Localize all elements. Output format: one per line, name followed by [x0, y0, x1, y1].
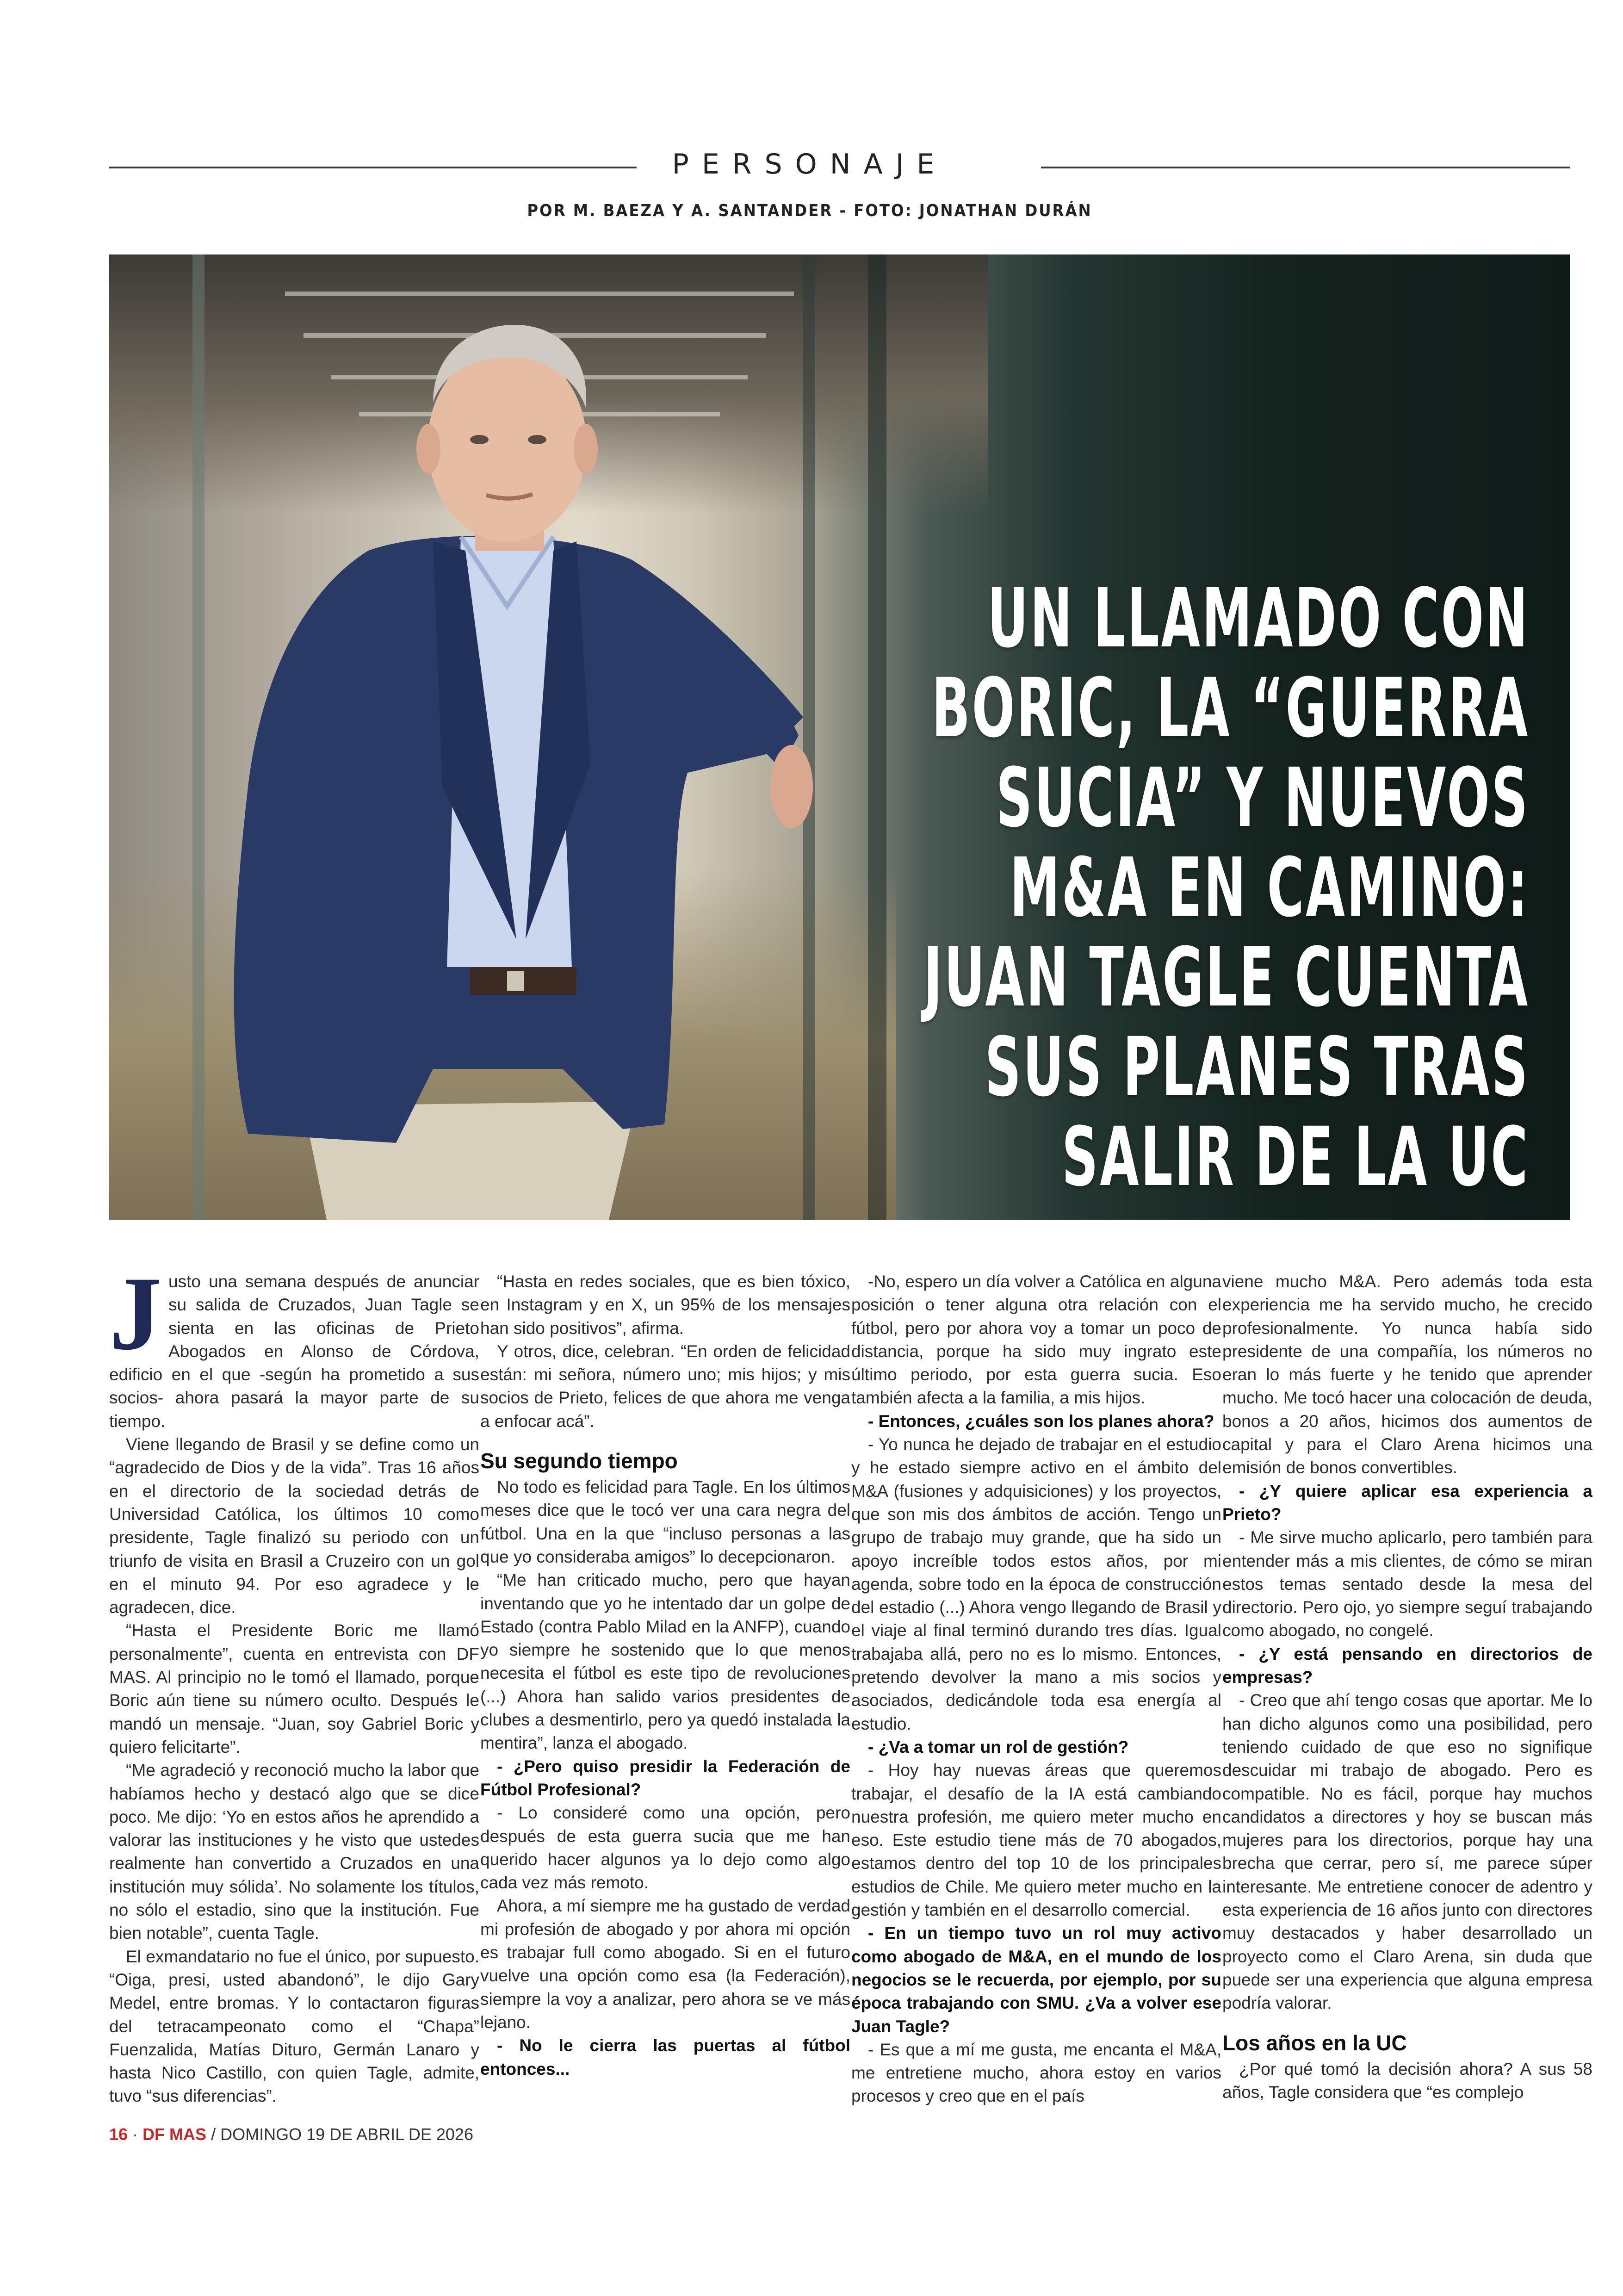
page-footer: [109, 2125, 473, 2144]
footer-separator: ·: [132, 2125, 143, 2144]
headline-line: SUS PLANES TRAS: [985, 1020, 1530, 1115]
paragraph: - Hoy hay nuevas áreas que queremos trabajar, el desafío de la IA está cambiando nuestra profesión, me quiero meter mucho en eso. Este estudio tiene más de 70 abogados, estamos dentro del top 10 de los principales estudios de Chile. Me quiero meter mucho en la gestión y también en el desarrollo comercial.: [851, 1761, 1221, 1920]
headline-line: JUAN TAGLE CUENTA: [923, 930, 1530, 1025]
footer-slash: /: [211, 2125, 221, 2144]
header-rule-right: [1041, 167, 1570, 168]
paragraph: “Hasta el Presidente Boric me llamó personalmente”, cuenta en entrevista con DF MAS. Al principio no le tomó el llamado, porque Boric aún tiene su número oculto. Después le mandó un mensaje. “Juan, soy Gabriel Boric y quiero felicitarte”.: [109, 1621, 479, 1756]
paragraph: viene mucho M&A. Pero además toda esta experiencia me ha servido mucho, he crecido profesionalmente. Yo nunca había sido presidente de una compañía, los números no eran lo más fuerte y he tenido que aprender mucho. Me tocó hacer una colocación de deuda, bonos a 20 años, hicimos dos aumentos de capital y para el Claro Arena hicimos una emisión de bonos convertibles.: [1222, 1272, 1592, 1477]
paragraph: ¿Por qué tomó la decisión ahora? A sus 58 años, Tagle considera que “es complejo: [1222, 2059, 1592, 2102]
paragraph: “Me agradeció y reconoció mucho la labor que habíamos hecho y destacó algo que se dice poco. Me dijo: ‘Yo en estos años he aprendido a valorar las instituciones y he visto que ustedes realmente han convertido a Cruzados en una institución muy sólida’. No solamente los títulos, no sólo el estadio, sino que la institución. Fue bien notable”, cuenta Tagle.: [109, 1761, 479, 1943]
byline: POR M. BAEZA Y A. SANTANDER - FOTO: JONATHAN DURÁN: [527, 201, 1092, 220]
headline-line: SALIR DE LA UC: [1061, 1110, 1530, 1204]
paragraph: Viene llegando de Brasil y se define como un “agradecido de Dios y de la vida”. Tras 16 años en el directorio de la sociedad detrás de Universidad Católica, los últimos 10 como presidente, Tagle finalizó su periodo con un triunfo de visita en Brasil a Cruzeiro con un gol en el minuto 94. Por eso agradece y le agradecen, dice.: [109, 1435, 479, 1617]
headline: [743, 571, 1530, 1204]
paragraph: El exmandatario no fue el único, por supuesto. “Oiga, presi, usted abandonó”, le dijo Gary Medel, entre bromas. Y lo contactaron figuras del tetracampeonato como el “Chapa” Fuenzalida, Matías Dituro, Germán Lanaro y hasta Nico Castillo, con quien Tagle, admite, tuvo “sus diferencias”.: [109, 1947, 479, 2106]
article-column-1: [109, 1255, 479, 2108]
headline-line: M&A EN CAMINO:: [1010, 840, 1530, 935]
paragraph: - Creo que ahí tengo cosas que aportar. Me lo han dicho algunos como una posibilidad, pero teniendo cuidado de que eso no signifique descuidar mi trabajo de abogado. Pero es compatible. No es fácil, porque hay muchos candidatos a directores y hoy se buscan más mujeres para los directorios, porque hay una brecha que cerrar, pero sí, me parece súper interesante. Me entretiene conocer de adentro y esta experiencia de 16 años junto con directores muy destacados y haber desarrollado un proyecto como el Claro Arena, sin duda que puede ser una experiencia que alguna empresa podría valorar.: [1222, 1691, 1592, 2013]
headline-line: SUCIA” Y NUEVOS: [996, 751, 1530, 845]
paragraph: - Yo nunca he dejado de trabajar en el estudio y he estado siempre activo en el ámbito del M&A (fusiones y adquisiciones) y los proyectos, que son mis dos ámbitos de acción. Tengo un grupo de trabajo muy grande, que ha sido un apoyo increíble todos estos años, por mi agenda, sobre todo en la época de construcción del estadio (...) Ahora vengo llegando de Brasil y el viaje al final terminó durando tres días. Igual trabajaba allá, pero no es lo mismo. Entonces, pretendo devolver la mano a mis socios y asociados, dedicándole toda esa energía al estudio.: [851, 1435, 1221, 1733]
interview-question: - ¿Y quiere aplicar esa experiencia a Prieto?: [1222, 1481, 1592, 1524]
paragraph: - Lo consideré como una opción, pero después de esta guerra sucia que me han querido hacer algunos ya lo dejo como algo cada vez más remoto.: [480, 1803, 850, 1893]
interview-question: - ¿Va a tomar un rol de gestión?: [868, 1737, 1129, 1756]
paragraph: “Hasta en redes sociales, que es bien tóxico, en Instagram y en X, un 95% de los mensajes han sido positivos”, afirma.: [480, 1272, 850, 1338]
paragraph: No todo es felicidad para Tagle. En los últimos meses dice que le tocó ver una cara negra del fútbol. Una en la que “incluso personas a las que yo consideraba amigos” lo decepcionaron.: [480, 1477, 850, 1566]
page-number: 16: [109, 2125, 128, 2144]
hero-photo: [109, 254, 1570, 1220]
paragraph: [109, 1255, 479, 1433]
issue-date: DOMINGO 19 DE ABRIL DE 2026: [220, 2125, 473, 2144]
headline-line: UN LLAMADO CON: [987, 571, 1530, 666]
paragraph-text: usto una semana después de anunciar su salida de Cruzados, Juan Tagle se sienta en las oficinas de Prieto Abogados en Alonso de Córdova, edificio en el que -según ha prometido a sus socios- ahora pasará la mayor parte de su tiempo.: [109, 1272, 479, 1431]
section-label: PERSONAJE: [672, 148, 948, 180]
dropcap: J: [109, 1255, 162, 1372]
interview-question: - Entonces, ¿cuáles son los planes ahora?: [868, 1411, 1214, 1431]
subhead: Su segundo tiempo: [480, 1449, 678, 1473]
paragraph: “Me han criticado mucho, pero que hayan inventando que yo he intentado dar un golpe de Estado (contra Pablo Milad en la ANFP), cuando yo siempre he sostenido que lo que menos necesita el fútbol es este tipo de revoluciones (...) Ahora han salido varios presidentes de clubes a desmentirlo, pero ya quedó instalada la mentira”, lanza el abogado.: [480, 1570, 850, 1753]
paragraph: - Me sirve mucho aplicarlo, pero también para entender más a mis clientes, de cómo se miran estos temas sentado desde la mesa del directorio. Pero ojo, yo siempre seguí trabajando como abogado, no congelé.: [1222, 1528, 1592, 1640]
article-column-3: [851, 1270, 1221, 2108]
paragraph: Y otros, dice, celebran. “En orden de felicidad están: mi señora, número uno; mis hijos; y mis socios de Prieto, felices de que ahora me venga a enfocar acá”.: [480, 1341, 850, 1431]
article-column-4: [1222, 1270, 1592, 2104]
paragraph: Ahora, a mí siempre me ha gustado de verdad mi profesión de abogado y por ahora mi opción es trabajar full como abogado. Si en el futuro vuelve una opción como esa (la Federación), siempre la voy a analizar, pero ahora se ve más lejano.: [480, 1896, 850, 2032]
interview-question: - ¿Y está pensando en directorios de empresas?: [1222, 1644, 1592, 1687]
header-rule-left: [109, 167, 637, 168]
magazine-name: DF MAS: [142, 2125, 207, 2144]
headline-line: BORIC, LA “GUERRA: [931, 661, 1530, 756]
interview-question: - No le cierra las puertas al fútbol entonces...: [480, 2036, 850, 2079]
subhead: Los años en la UC: [1222, 2030, 1407, 2055]
paragraph: - Es que a mí me gusta, me encanta el M&A, me entretiene mucho, ahora estoy en varios procesos y creo que en el país: [851, 2040, 1221, 2106]
paragraph: -No, espero un día volver a Católica en alguna posición o tener alguna otra relación con el fútbol, pero por ahora voy a tomar un poco de distancia, porque ha sido muy ingrato este último periodo, por esta guerra sucia. Eso también afecta a la familia, a mis hijos.: [851, 1272, 1221, 1408]
interview-question: - ¿Pero quiso presidir la Federación de Fútbol Profesional?: [480, 1756, 850, 1799]
article-column-2: [480, 1270, 850, 2081]
head: [427, 347, 587, 541]
interview-question: - En un tiempo tuvo un rol muy activo como abogado de M&A, en el mundo de los negocios se le recuerda, por ejemplo, por su época trabajando con SMU. ¿Va a volver ese Juan Tagle?: [851, 1924, 1221, 2036]
